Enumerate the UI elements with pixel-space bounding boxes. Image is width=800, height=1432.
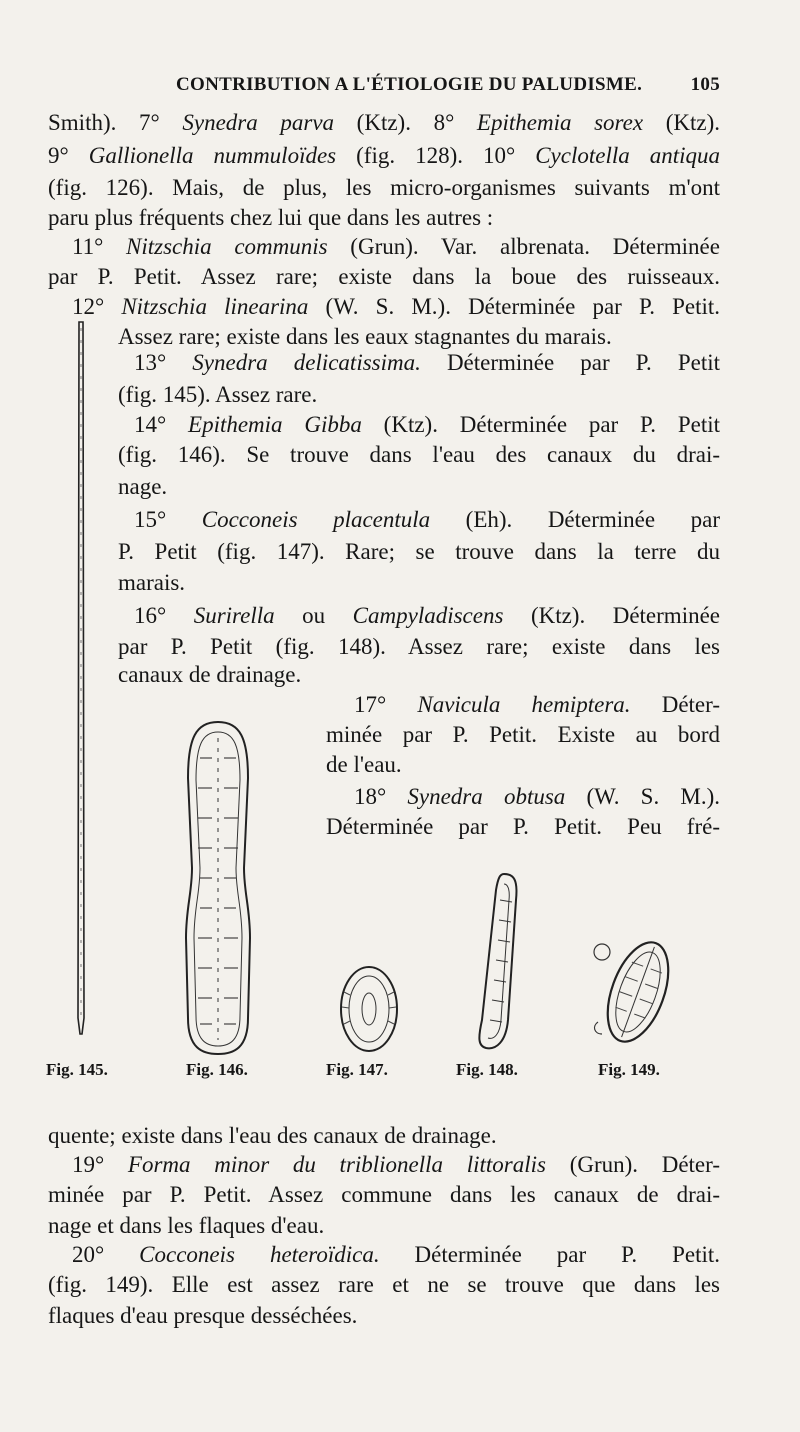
text-line (118, 660, 720, 690)
text-line (48, 108, 720, 138)
figure-147-illustration (336, 962, 402, 1056)
figure-146-illustration (178, 718, 258, 1058)
text-segment: 15° (134, 507, 202, 532)
text-segment: (Ktz). Déterminée (503, 603, 721, 628)
figure-caption: Fig. 146. (186, 1060, 248, 1079)
italic-species-name: Campyladiscens (352, 603, 504, 628)
text-segment: (W. S. M.). (565, 784, 720, 809)
italic-species-name: Nitzschia communis (126, 234, 328, 259)
text-segment: nage et dans les flaques d'eau. (48, 1213, 325, 1238)
figure-caption: Fig. 148. (456, 1060, 518, 1079)
text-segment: Déterminée par P. Petit. (379, 1242, 721, 1267)
text-line (48, 1270, 720, 1300)
italic-species-name: Cyclotella antiqua (535, 143, 721, 168)
text-segment: Déter- (630, 692, 720, 717)
text-line (326, 750, 720, 780)
text-segment: 17° (354, 692, 418, 717)
text-line (48, 1211, 720, 1241)
text-line (134, 348, 720, 378)
text-line (48, 1180, 720, 1210)
text-segment: (Grun). Déter- (546, 1152, 721, 1177)
text-line (48, 262, 720, 292)
text-segment: canaux de drainage. (118, 662, 302, 687)
text-segment: 16° (134, 603, 194, 628)
text-line (118, 537, 720, 567)
italic-species-name: Cocconeis heteroïdica. (139, 1242, 380, 1267)
text-line (72, 292, 720, 322)
figure-caption: Fig. 145. (46, 1060, 108, 1079)
italic-species-name: Synedra obtusa (407, 784, 566, 809)
figure-caption: Fig. 147. (326, 1060, 388, 1079)
text-line (118, 472, 720, 502)
text-line (48, 141, 720, 171)
text-segment: 20° (72, 1242, 140, 1267)
text-line (118, 568, 720, 598)
text-segment: minée par P. Petit. Existe au bord (326, 722, 720, 747)
text-line (134, 410, 720, 440)
italic-species-name: Forma minor du triblionella littoralis (127, 1152, 546, 1177)
text-segment: P. Petit (fig. 147). Rare; se trouve dans la terre du (118, 539, 720, 564)
text-line (48, 173, 720, 203)
text-line (48, 1301, 720, 1331)
text-line (354, 782, 720, 812)
text-line (72, 232, 720, 262)
text-line (326, 812, 720, 842)
figure-148-illustration (466, 870, 528, 1054)
text-segment: 12° (72, 294, 122, 319)
text-segment: quente; existe dans l'eau des canaux de drainage. (48, 1123, 497, 1148)
text-line (134, 601, 720, 631)
italic-species-name: Surirella (193, 603, 275, 628)
text-segment: par P. Petit. Assez rare; existe dans la boue des ruisseaux. (48, 264, 720, 289)
text-segment: 18° (354, 784, 408, 809)
text-segment: 13° (134, 350, 193, 375)
text-segment: 11° (72, 234, 127, 259)
text-line (48, 1121, 720, 1151)
text-segment: 19° (72, 1152, 128, 1177)
text-segment: flaques d'eau presque desséchées. (48, 1303, 358, 1328)
italic-species-name: Navicula hemiptera. (417, 692, 631, 717)
text-segment: Déterminée par P. Petit. Peu fré- (326, 814, 720, 839)
header-title: CONTRIBUTION A L'ÉTIOLOGIE DU PALUDISME. (176, 74, 643, 95)
page-number: 105 (690, 74, 720, 95)
figure-149-illustration (588, 930, 678, 1054)
text-segment: (fig. 145). Assez rare. (118, 382, 318, 407)
text-segment: ou (274, 603, 353, 628)
text-segment: Assez rare; existe dans les eaux stagnantes du marais. (118, 324, 612, 349)
italic-species-name: Synedra parva (182, 110, 335, 135)
italic-species-name: Synedra delicatissima. (192, 350, 421, 375)
text-line (72, 1240, 720, 1270)
text-segment: 9° (48, 143, 89, 168)
text-segment: (fig. 128). 10° (336, 143, 536, 168)
italic-species-name: Epithemia sorex (476, 110, 644, 135)
text-segment: (fig. 149). Elle est assez rare et ne se trouve que dans les (48, 1272, 720, 1297)
text-segment: (Ktz). Déterminée par P. Petit (361, 412, 720, 437)
text-line (48, 203, 720, 233)
running-header (48, 74, 720, 102)
text-line (118, 440, 720, 470)
text-segment: (Ktz). (643, 110, 720, 135)
text-segment: (Eh). Déterminée par (430, 507, 720, 532)
text-segment: de l'eau. (326, 752, 402, 777)
text-segment: minée par P. Petit. Assez commune dans les canaux de drai- (48, 1182, 720, 1207)
text-segment: Déterminée par P. Petit (420, 350, 720, 375)
text-segment: marais. (118, 570, 186, 595)
text-line (118, 632, 720, 662)
text-line (134, 505, 720, 535)
text-line (72, 1150, 720, 1180)
text-segment: (W. S. M.). Déterminée par P. Petit. (308, 294, 720, 319)
figure-caption: Fig. 149. (598, 1060, 660, 1079)
italic-species-name: Epithemia Gibba (188, 412, 362, 437)
figure-145-illustration (70, 318, 92, 1038)
text-segment: (fig. 126). Mais, de plus, les micro-organismes suivants m'ont (48, 175, 720, 200)
italic-species-name: Gallionella nummuloïdes (88, 143, 337, 168)
text-segment: 14° (134, 412, 189, 437)
text-segment: par P. Petit (fig. 148). Assez rare; existe dans les (118, 634, 720, 659)
text-segment: (Grun). Var. albrenata. Déterminée (327, 234, 720, 259)
text-line (354, 690, 720, 720)
italic-species-name: Nitzschia linearina (121, 294, 309, 319)
text-line (326, 720, 720, 750)
text-line (118, 380, 720, 410)
text-segment: (fig. 146). Se trouve dans l'eau des canaux du drai- (118, 442, 720, 467)
text-segment: paru plus fréquents chez lui que dans les autres : (48, 205, 494, 230)
italic-species-name: Cocconeis placentula (201, 507, 431, 532)
text-segment: (Ktz). 8° (334, 110, 477, 135)
text-segment: Smith). 7° (48, 110, 183, 135)
text-segment: nage. (118, 474, 168, 499)
